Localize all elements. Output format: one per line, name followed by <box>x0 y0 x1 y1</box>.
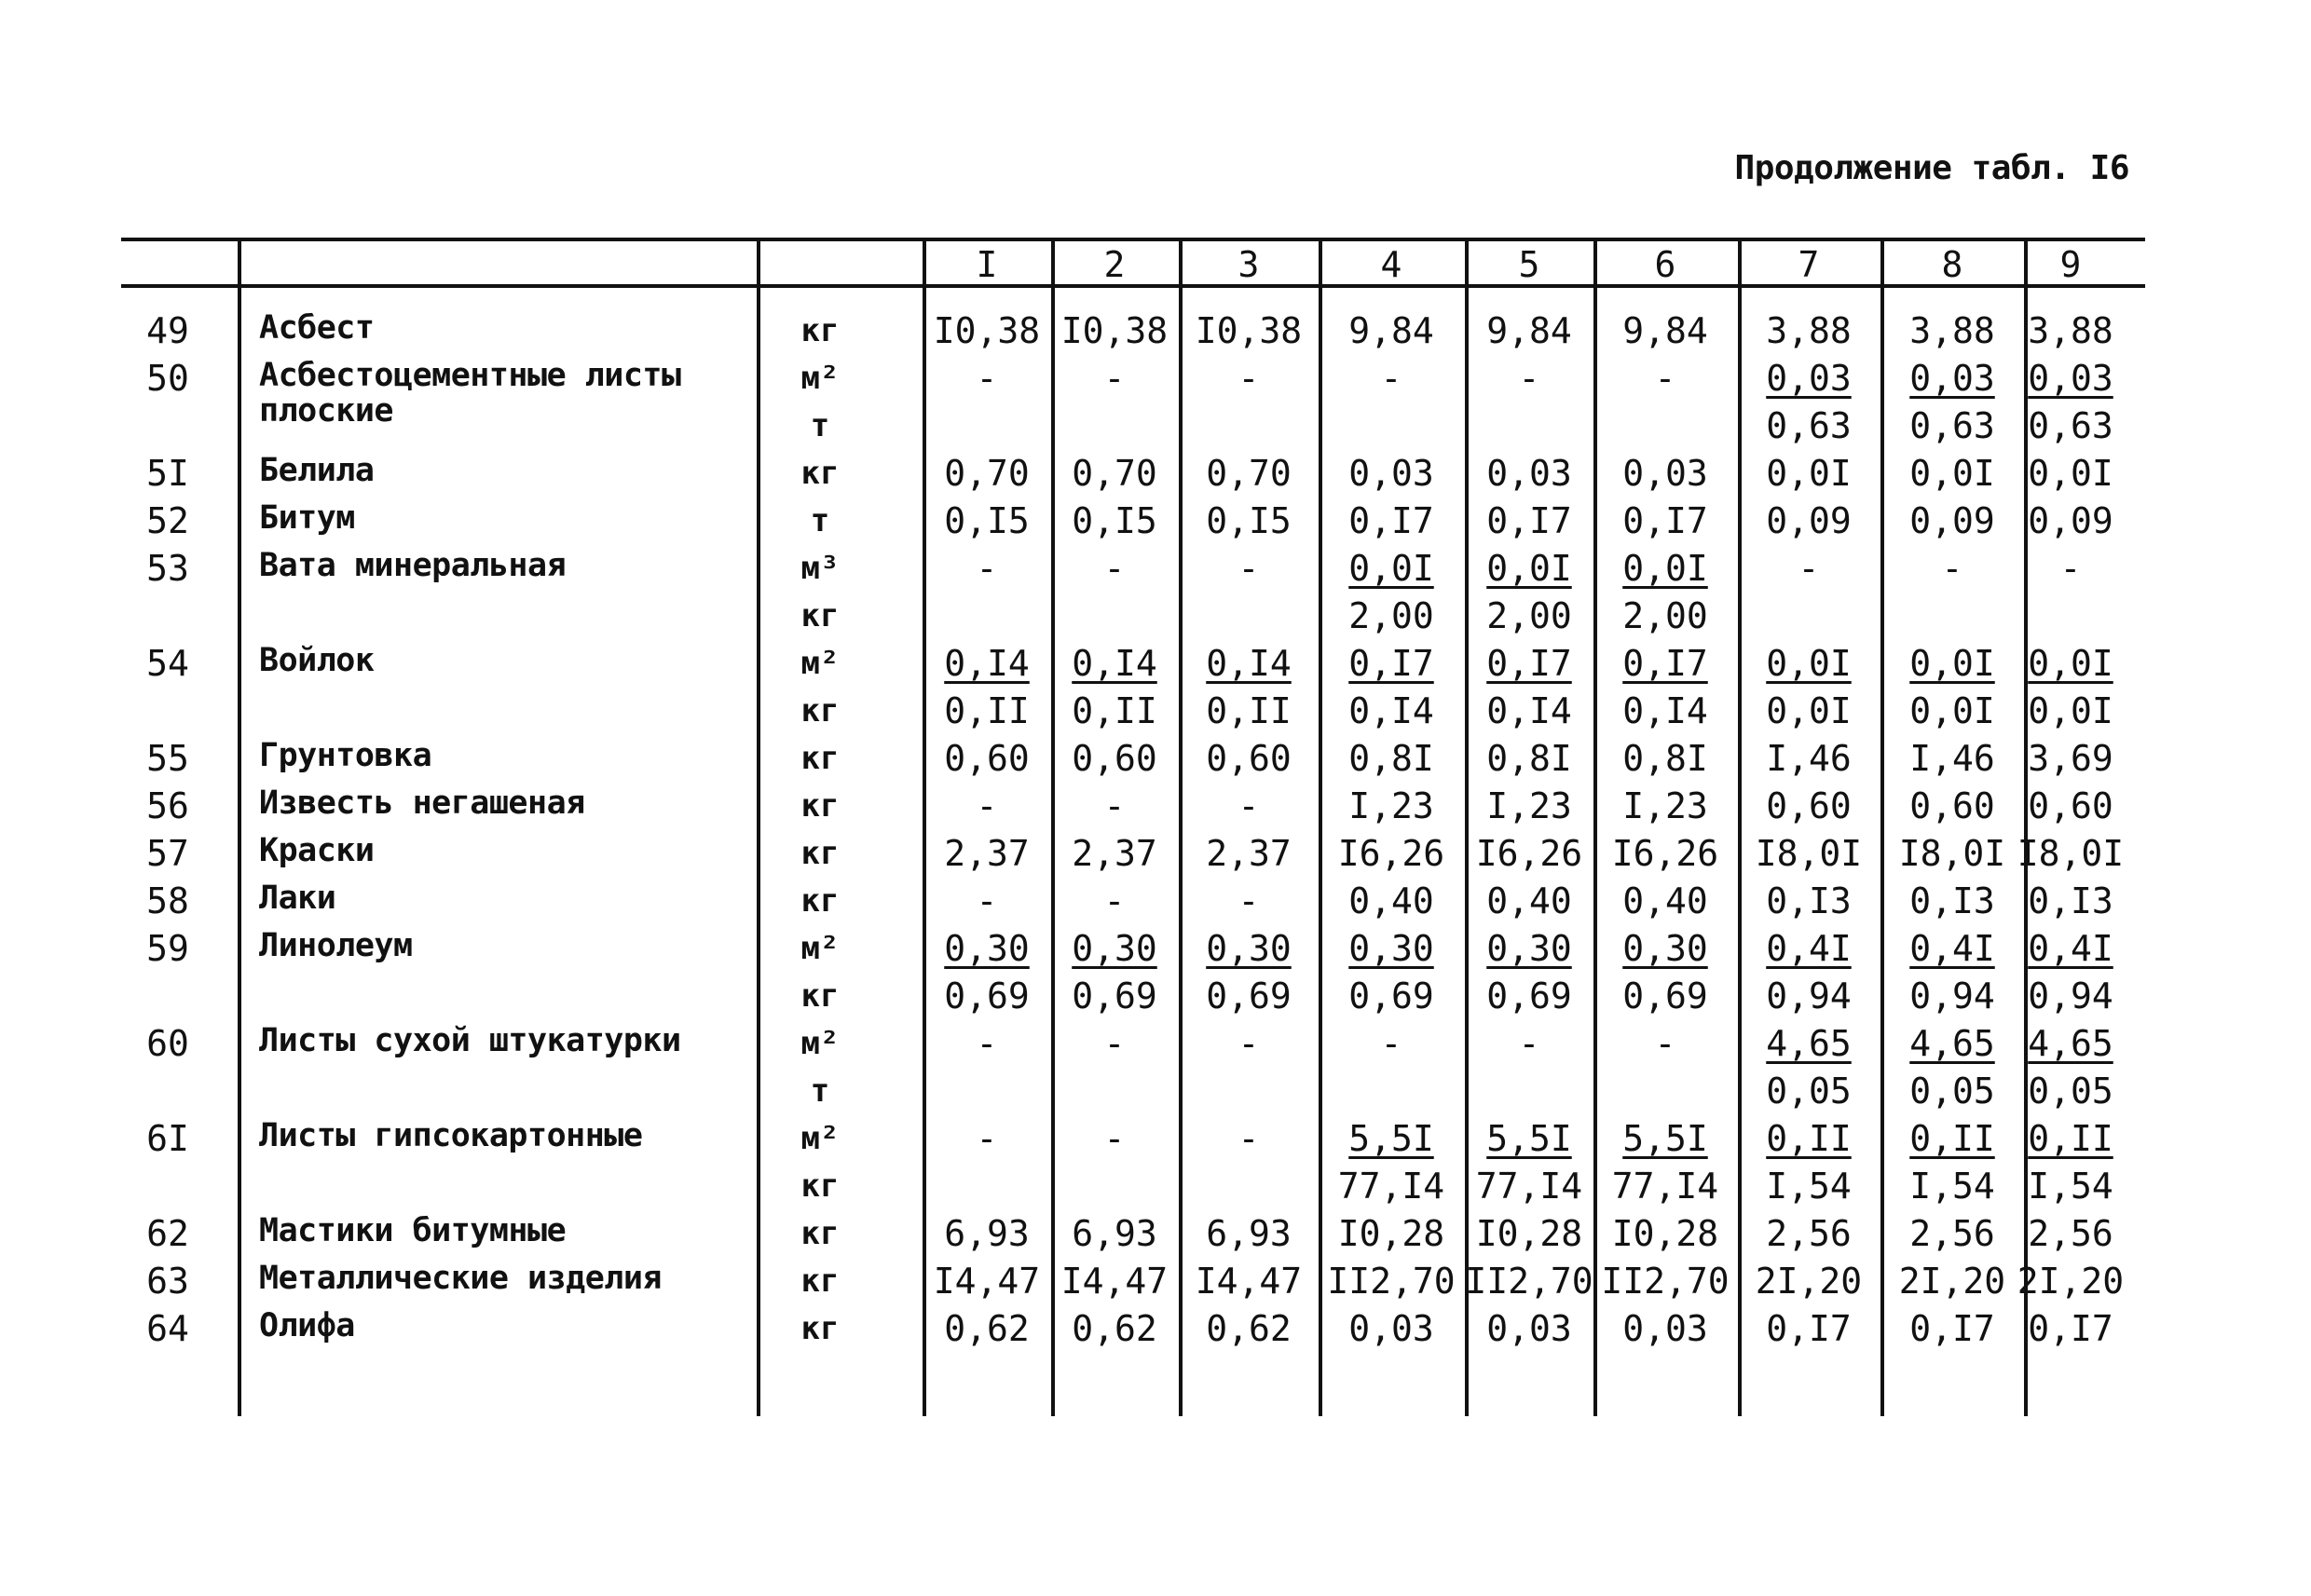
table-cell: 0,60 <box>2028 785 2113 826</box>
table-cell: 0,62 <box>944 1308 1030 1349</box>
table-cell: I4,47 <box>933 1261 1041 1302</box>
column-header: 7 <box>1798 244 1820 285</box>
table-cell: 5,5I <box>1622 1118 1708 1159</box>
table-cell: 0,03 <box>1486 1308 1572 1349</box>
table-cell: II2,70 <box>1465 1261 1593 1302</box>
table-cell: 0,94 <box>2028 975 2113 1016</box>
table-cell: I,54 <box>1909 1166 1995 1207</box>
table-cell: I0,28 <box>1337 1213 1445 1254</box>
material-name: Белила <box>259 452 375 489</box>
table-cell: I,23 <box>1486 785 1572 826</box>
table-cell: - <box>1103 548 1126 589</box>
table-cell: 0,30 <box>1486 928 1572 969</box>
table-cell: 0,05 <box>1766 1071 1852 1112</box>
table-cell: 0,60 <box>1909 785 1995 826</box>
table-cell: 0,I7 <box>1486 643 1572 684</box>
table-cell: 0,05 <box>1909 1071 1995 1112</box>
table-cell: 9,84 <box>1348 310 1434 351</box>
table-cell: 0,I7 <box>1766 1308 1852 1349</box>
table-cell: - <box>976 1023 998 1064</box>
table-cell: I,23 <box>1622 785 1708 826</box>
table-cell: 0,30 <box>1206 928 1292 969</box>
table-cell: 2,37 <box>1206 833 1292 874</box>
table-cell: - <box>1798 548 1820 589</box>
row-number: 64 <box>146 1308 189 1349</box>
material-name: Листы гипсокартонные <box>259 1117 643 1154</box>
table-cell: 0,I7 <box>1909 1308 1995 1349</box>
table-cell: 0,70 <box>944 453 1030 494</box>
table-cell: - <box>1238 785 1260 826</box>
material-name: Олифа <box>259 1307 355 1344</box>
table-cell: - <box>1103 1118 1126 1159</box>
table-cell: 2,00 <box>1348 595 1434 636</box>
table-cell: - <box>976 358 998 399</box>
table-cell: 6,93 <box>944 1213 1030 1254</box>
unit-of-measure: кг <box>800 835 840 872</box>
table-cell: 4,65 <box>1766 1023 1852 1064</box>
row-number: 50 <box>146 358 189 399</box>
unit-of-measure: кг <box>800 882 840 920</box>
table-cell: 2I,20 <box>1898 1261 2006 1302</box>
table-cell: 6,93 <box>1206 1213 1292 1254</box>
material-name: Грунтовка <box>259 737 432 774</box>
column-header: 8 <box>1941 244 1963 285</box>
table-cell: 0,63 <box>1766 405 1852 446</box>
unit-of-measure: кг <box>800 1310 840 1347</box>
table-cell: 0,09 <box>2028 500 2113 541</box>
row-number: 62 <box>146 1213 189 1254</box>
table-cell: 0,I5 <box>944 500 1030 541</box>
table-cell: 0,8I <box>1348 738 1434 779</box>
table-cell: 0,60 <box>944 738 1030 779</box>
table-cell: 2,37 <box>1072 833 1157 874</box>
unit-of-measure: т <box>810 502 830 539</box>
row-number: 57 <box>146 833 189 874</box>
table-cell: 0,30 <box>944 928 1030 969</box>
table-cell: 0,I3 <box>1766 880 1852 921</box>
table-cell: 0,03 <box>1348 453 1434 494</box>
table-cell: II2,70 <box>1327 1261 1456 1302</box>
table-cell: 0,0I <box>1909 643 1995 684</box>
material-name: Металлические изделия <box>259 1260 663 1297</box>
table-cell: 4,65 <box>1909 1023 1995 1064</box>
row-number: 6I <box>146 1118 189 1159</box>
unit-of-measure: кг <box>800 787 840 825</box>
column-header: 3 <box>1238 244 1260 285</box>
table-cell: 0,69 <box>1072 975 1157 1016</box>
table-cell: 0,0I <box>1348 548 1434 589</box>
table-cell: 0,94 <box>1766 975 1852 1016</box>
unit-of-measure: кг <box>800 597 840 634</box>
table-cell: 0,0I <box>2028 643 2113 684</box>
table-cell: 0,05 <box>2028 1071 2113 1112</box>
table-cell: I,46 <box>1766 738 1852 779</box>
table-cell: - <box>1103 785 1126 826</box>
table-cell: 0,62 <box>1072 1308 1157 1349</box>
row-number: 59 <box>146 928 189 969</box>
table-caption: Продолжение табл. I6 <box>1734 149 2129 187</box>
unit-of-measure: кг <box>800 1262 840 1300</box>
table-cell: 0,03 <box>1486 453 1572 494</box>
table-cell: 2,00 <box>1486 595 1572 636</box>
table-cell: - <box>1380 358 1402 399</box>
table-cell: 0,II <box>1206 690 1292 731</box>
table-cell: 0,30 <box>1622 928 1708 969</box>
table-cell: I,54 <box>1766 1166 1852 1207</box>
unit-of-measure: м² <box>800 1120 840 1157</box>
material-name: Листы сухой штукатурки <box>259 1022 681 1059</box>
table-cell: - <box>976 880 998 921</box>
unit-of-measure: м² <box>800 930 840 967</box>
table-cell: 0,I7 <box>1622 643 1708 684</box>
table-cell: I0,38 <box>933 310 1041 351</box>
table-cell: 5,5I <box>1486 1118 1572 1159</box>
table-cell: 0,I5 <box>1072 500 1157 541</box>
table-cell: 0,II <box>1072 690 1157 731</box>
unit-of-measure: кг <box>800 455 840 492</box>
unit-of-measure: кг <box>800 1167 840 1205</box>
table-cell: 0,03 <box>1348 1308 1434 1349</box>
table-cell: 2,56 <box>1909 1213 1995 1254</box>
table-cell: 0,II <box>944 690 1030 731</box>
table-cell: I8,0I <box>1755 833 1863 874</box>
table-cell: 0,94 <box>1909 975 1995 1016</box>
row-number: 55 <box>146 738 189 779</box>
table-cell: - <box>1518 358 1540 399</box>
table-cell: 4,65 <box>2028 1023 2113 1064</box>
table-cell: 0,70 <box>1072 453 1157 494</box>
material-name: Лаки <box>259 880 336 917</box>
table-cell: 77,I4 <box>1475 1166 1583 1207</box>
table-cell: II2,70 <box>1601 1261 1730 1302</box>
table-cell: 0,I7 <box>2028 1308 2113 1349</box>
table-cell: 9,84 <box>1622 310 1708 351</box>
table-cell: - <box>976 1118 998 1159</box>
table-cell: - <box>1654 358 1676 399</box>
table-cell: 3,88 <box>1766 310 1852 351</box>
table-cell: 0,8I <box>1486 738 1572 779</box>
material-name: Мастики битумные <box>259 1212 567 1249</box>
table-cell: 0,I4 <box>1622 690 1708 731</box>
table-cell: 0,I3 <box>1909 880 1995 921</box>
table-cell: 0,I7 <box>1486 500 1572 541</box>
table-cell: I,46 <box>1909 738 1995 779</box>
table-cell: 2,00 <box>1622 595 1708 636</box>
table-cell: 0,II <box>1909 1118 1995 1159</box>
unit-of-measure: кг <box>800 740 840 777</box>
unit-of-measure: м² <box>800 645 840 682</box>
table-cell: 2,56 <box>1766 1213 1852 1254</box>
table-cell: I4,47 <box>1195 1261 1303 1302</box>
table-cell: 0,I3 <box>2028 880 2113 921</box>
table-cell: - <box>1103 1023 1126 1064</box>
table-cell: - <box>1518 1023 1540 1064</box>
table-cell: 2I,20 <box>2017 1261 2125 1302</box>
table-cell: 3,88 <box>1909 310 1995 351</box>
table-cell: 0,I7 <box>1622 500 1708 541</box>
table-cell: 0,0I <box>1909 453 1995 494</box>
material-name: Линолеум <box>259 927 413 964</box>
material-name: Вата минеральная <box>259 547 567 584</box>
table-cell: 5,5I <box>1348 1118 1434 1159</box>
table-cell: I6,26 <box>1611 833 1719 874</box>
table-cell: 0,I4 <box>944 643 1030 684</box>
table-cell: - <box>2059 548 2082 589</box>
column-divider <box>238 238 241 1416</box>
table-cell: 0,03 <box>2028 358 2113 399</box>
table-cell: - <box>1654 1023 1676 1064</box>
material-name: Битум <box>259 499 355 537</box>
table-cell: 0,0I <box>1486 548 1572 589</box>
table-cell: 77,I4 <box>1611 1166 1719 1207</box>
table-cell: 2I,20 <box>1755 1261 1863 1302</box>
table-cell: - <box>1380 1023 1402 1064</box>
table-cell: 0,0I <box>1766 643 1852 684</box>
material-name: Войлок <box>259 642 375 679</box>
table-cell: 0,I4 <box>1072 643 1157 684</box>
column-header: 4 <box>1380 244 1402 285</box>
row-number: 53 <box>146 548 189 589</box>
table-cell: 0,0I <box>1766 453 1852 494</box>
table-cell: - <box>1238 548 1260 589</box>
table-cell: 0,8I <box>1622 738 1708 779</box>
table-cell: 0,I4 <box>1348 690 1434 731</box>
unit-of-measure: кг <box>800 692 840 730</box>
unit-of-measure: кг <box>800 1215 840 1252</box>
unit-of-measure: м³ <box>800 550 840 587</box>
table-cell: 0,I4 <box>1206 643 1292 684</box>
row-number: 54 <box>146 643 189 684</box>
table-cell: - <box>1103 880 1126 921</box>
table-cell: 6,93 <box>1072 1213 1157 1254</box>
unit-of-measure: т <box>810 407 830 444</box>
table-cell: 0,II <box>1766 1118 1852 1159</box>
material-name: Краски <box>259 832 375 869</box>
row-number: 58 <box>146 880 189 921</box>
table-cell: 0,I7 <box>1348 643 1434 684</box>
table-cell: 0,0I <box>2028 453 2113 494</box>
column-header: 5 <box>1518 244 1540 285</box>
table-cell: 0,I4 <box>1486 690 1572 731</box>
row-number: 49 <box>146 310 189 351</box>
table-cell: 0,0I <box>1622 548 1708 589</box>
row-number: 56 <box>146 785 189 826</box>
table-cell: 0,I5 <box>1206 500 1292 541</box>
table-cell: 2,37 <box>944 833 1030 874</box>
table-cell: 0,69 <box>1348 975 1434 1016</box>
column-header: I <box>976 244 998 285</box>
table-cell: 0,60 <box>1766 785 1852 826</box>
table-cell: 0,63 <box>1909 405 1995 446</box>
table-cell: 0,0I <box>1909 690 1995 731</box>
table-cell: 0,40 <box>1348 880 1434 921</box>
table-cell: 0,69 <box>1622 975 1708 1016</box>
table-cell: 0,69 <box>944 975 1030 1016</box>
unit-of-measure: м² <box>800 1025 840 1062</box>
table-cell: I0,38 <box>1195 310 1303 351</box>
table-cell: I6,26 <box>1475 833 1583 874</box>
table-cell: 3,69 <box>2028 738 2113 779</box>
table-cell: 0,I7 <box>1348 500 1434 541</box>
column-header: 9 <box>2059 244 2082 285</box>
column-divider <box>757 238 760 1416</box>
table-cell: 0,03 <box>1622 453 1708 494</box>
table-cell: 0,03 <box>1766 358 1852 399</box>
table-cell: 0,09 <box>1909 500 1995 541</box>
table-cell: 0,II <box>2028 1118 2113 1159</box>
table-top-rule <box>121 238 2145 241</box>
table-cell: I8,0I <box>2017 833 2125 874</box>
row-number: 52 <box>146 500 189 541</box>
table-cell: 0,0I <box>2028 690 2113 731</box>
table-cell: 0,69 <box>1206 975 1292 1016</box>
table-cell: - <box>1941 548 1963 589</box>
column-header: 2 <box>1103 244 1126 285</box>
table-cell: - <box>1238 1118 1260 1159</box>
row-number: 60 <box>146 1023 189 1064</box>
table-cell: 0,60 <box>1206 738 1292 779</box>
material-name: Асбест <box>259 309 375 347</box>
table-cell: - <box>1238 880 1260 921</box>
table-cell: 0,4I <box>2028 928 2113 969</box>
unit-of-measure: кг <box>800 312 840 349</box>
table-cell: 9,84 <box>1486 310 1572 351</box>
table-cell: I,54 <box>2028 1166 2113 1207</box>
table-cell: - <box>976 548 998 589</box>
table-cell: 0,70 <box>1206 453 1292 494</box>
column-header: 6 <box>1654 244 1676 285</box>
table-cell: 3,88 <box>2028 310 2113 351</box>
table-cell: 0,40 <box>1622 880 1708 921</box>
table-cell: 0,30 <box>1072 928 1157 969</box>
unit-of-measure: м² <box>800 360 840 397</box>
unit-of-measure: т <box>810 1072 830 1110</box>
table-cell: 0,03 <box>1622 1308 1708 1349</box>
table-cell: 0,4I <box>1909 928 1995 969</box>
table-cell: - <box>976 785 998 826</box>
table-cell: I4,47 <box>1060 1261 1169 1302</box>
table-cell: 0,63 <box>2028 405 2113 446</box>
table-cell: I0,38 <box>1060 310 1169 351</box>
table-cell: I0,28 <box>1611 1213 1719 1254</box>
table-cell: 0,09 <box>1766 500 1852 541</box>
table-cell: 0,4I <box>1766 928 1852 969</box>
table-cell: 77,I4 <box>1337 1166 1445 1207</box>
table-cell: I0,28 <box>1475 1213 1583 1254</box>
table-cell: 0,0I <box>1766 690 1852 731</box>
row-number: 63 <box>146 1261 189 1302</box>
table-cell: 0,40 <box>1486 880 1572 921</box>
unit-of-measure: кг <box>800 977 840 1015</box>
table-cell: - <box>1238 358 1260 399</box>
table-cell: 0,03 <box>1909 358 1995 399</box>
table-cell: 0,60 <box>1072 738 1157 779</box>
table-cell: 0,69 <box>1486 975 1572 1016</box>
table-cell: 2,56 <box>2028 1213 2113 1254</box>
table-cell: 0,30 <box>1348 928 1434 969</box>
material-name: Известь негашеная <box>259 784 585 822</box>
table-cell: 0,62 <box>1206 1308 1292 1349</box>
table-cell: - <box>1238 1023 1260 1064</box>
table-cell: I6,26 <box>1337 833 1445 874</box>
row-number: 5I <box>146 453 189 494</box>
material-name: Асбестоцементные листы плоские <box>259 357 681 430</box>
table-cell: I8,0I <box>1898 833 2006 874</box>
table-cell: - <box>1103 358 1126 399</box>
table-cell: I,23 <box>1348 785 1434 826</box>
